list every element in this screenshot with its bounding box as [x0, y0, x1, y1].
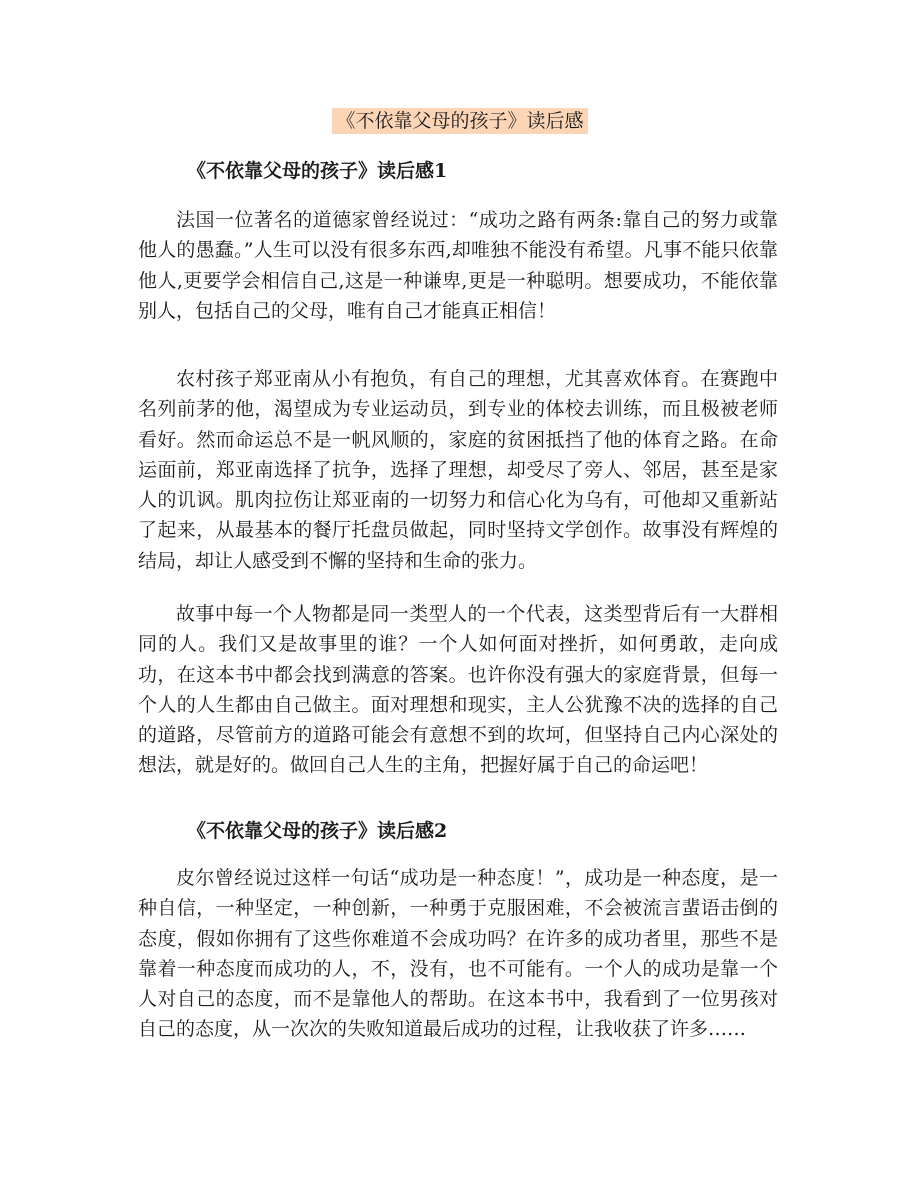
document-title-text: 《不依靠父母的孩子》读后感 — [332, 108, 587, 134]
section-heading-1: 《不依靠父母的孩子》读后感1 — [187, 160, 448, 182]
paragraph: 皮尔曾经说过这样一句话“成功是一种态度！”，成功是一种态度，是一种自信，一种坚定，一种创新，一种勇于克服困难，不会被流言蜚语击倒的态度，假如你拥有了这些你难道不会成功吗？在许多的成功者里，那些不是靠着一种态度而成功的人，不，没有，也不可能有。一个人的成功是靠一个人对自己的态度，而不是靠他人的帮助。在这本书中，我看到了一位男孩对自己的态度，从一次次的失败知道最后成功的过程，让我收获了许多…… — [138, 867, 778, 1041]
paragraph: 法国一位著名的道德家曾经说过：“成功之路有两条:靠自己的努力或靠他人的愚蠢。”人生可以没有很多东西,却唯独不能没有希望。凡事不能只依靠他人,更要学会相信自己,这是一种谦卑,更是一种聪明。想要成功，不能依靠别人，包括自己的父母，唯有自己才能真正相信！ — [138, 209, 778, 322]
paragraph: 农村孩子郑亚南从小有抱负，有自己的理想，尤其喜欢体育。在赛跑中名列前茅的他，渴望成为专业运动员，到专业的体校去训练，而且极被老师看好。然而命运总不是一帆风顺的，家庭的贫困抵挡了他的体育之路。在命运面前，郑亚南选择了抗争，选择了理想，却受尽了旁人、邻居，甚至是家人的讥讽。肌肉拉伤让郑亚南的一切努力和信心化为乌有，可他却又重新站了起来，从最基本的餐厅托盘员做起，同时坚持文学创作。故事没有辉煌的结局，却让人感受到不懈的坚持和生命的张力。 — [138, 368, 778, 572]
section-heading-2: 《不依靠父母的孩子》读后感2 — [187, 820, 448, 842]
paragraph: 故事中每一个人物都是同一类型人的一个代表，这类型背后有一大群相同的人。我们又是故事里的谁？一个人如何面对挫折，如何勇敢，走向成功，在这本书中都会找到满意的答案。也许你没有强大的家庭背景，但每一个人的人生都由自己做主。面对理想和现实，主人公犹豫不决的选择的自己的道路，尽管前方的道路可能会有意想不到的坎坷，但坚持自己内心深处的想法，就是好的。做回自己人生的主角，把握好属于自己的命运吧！ — [138, 603, 778, 777]
document-title — [0, 106, 920, 136]
